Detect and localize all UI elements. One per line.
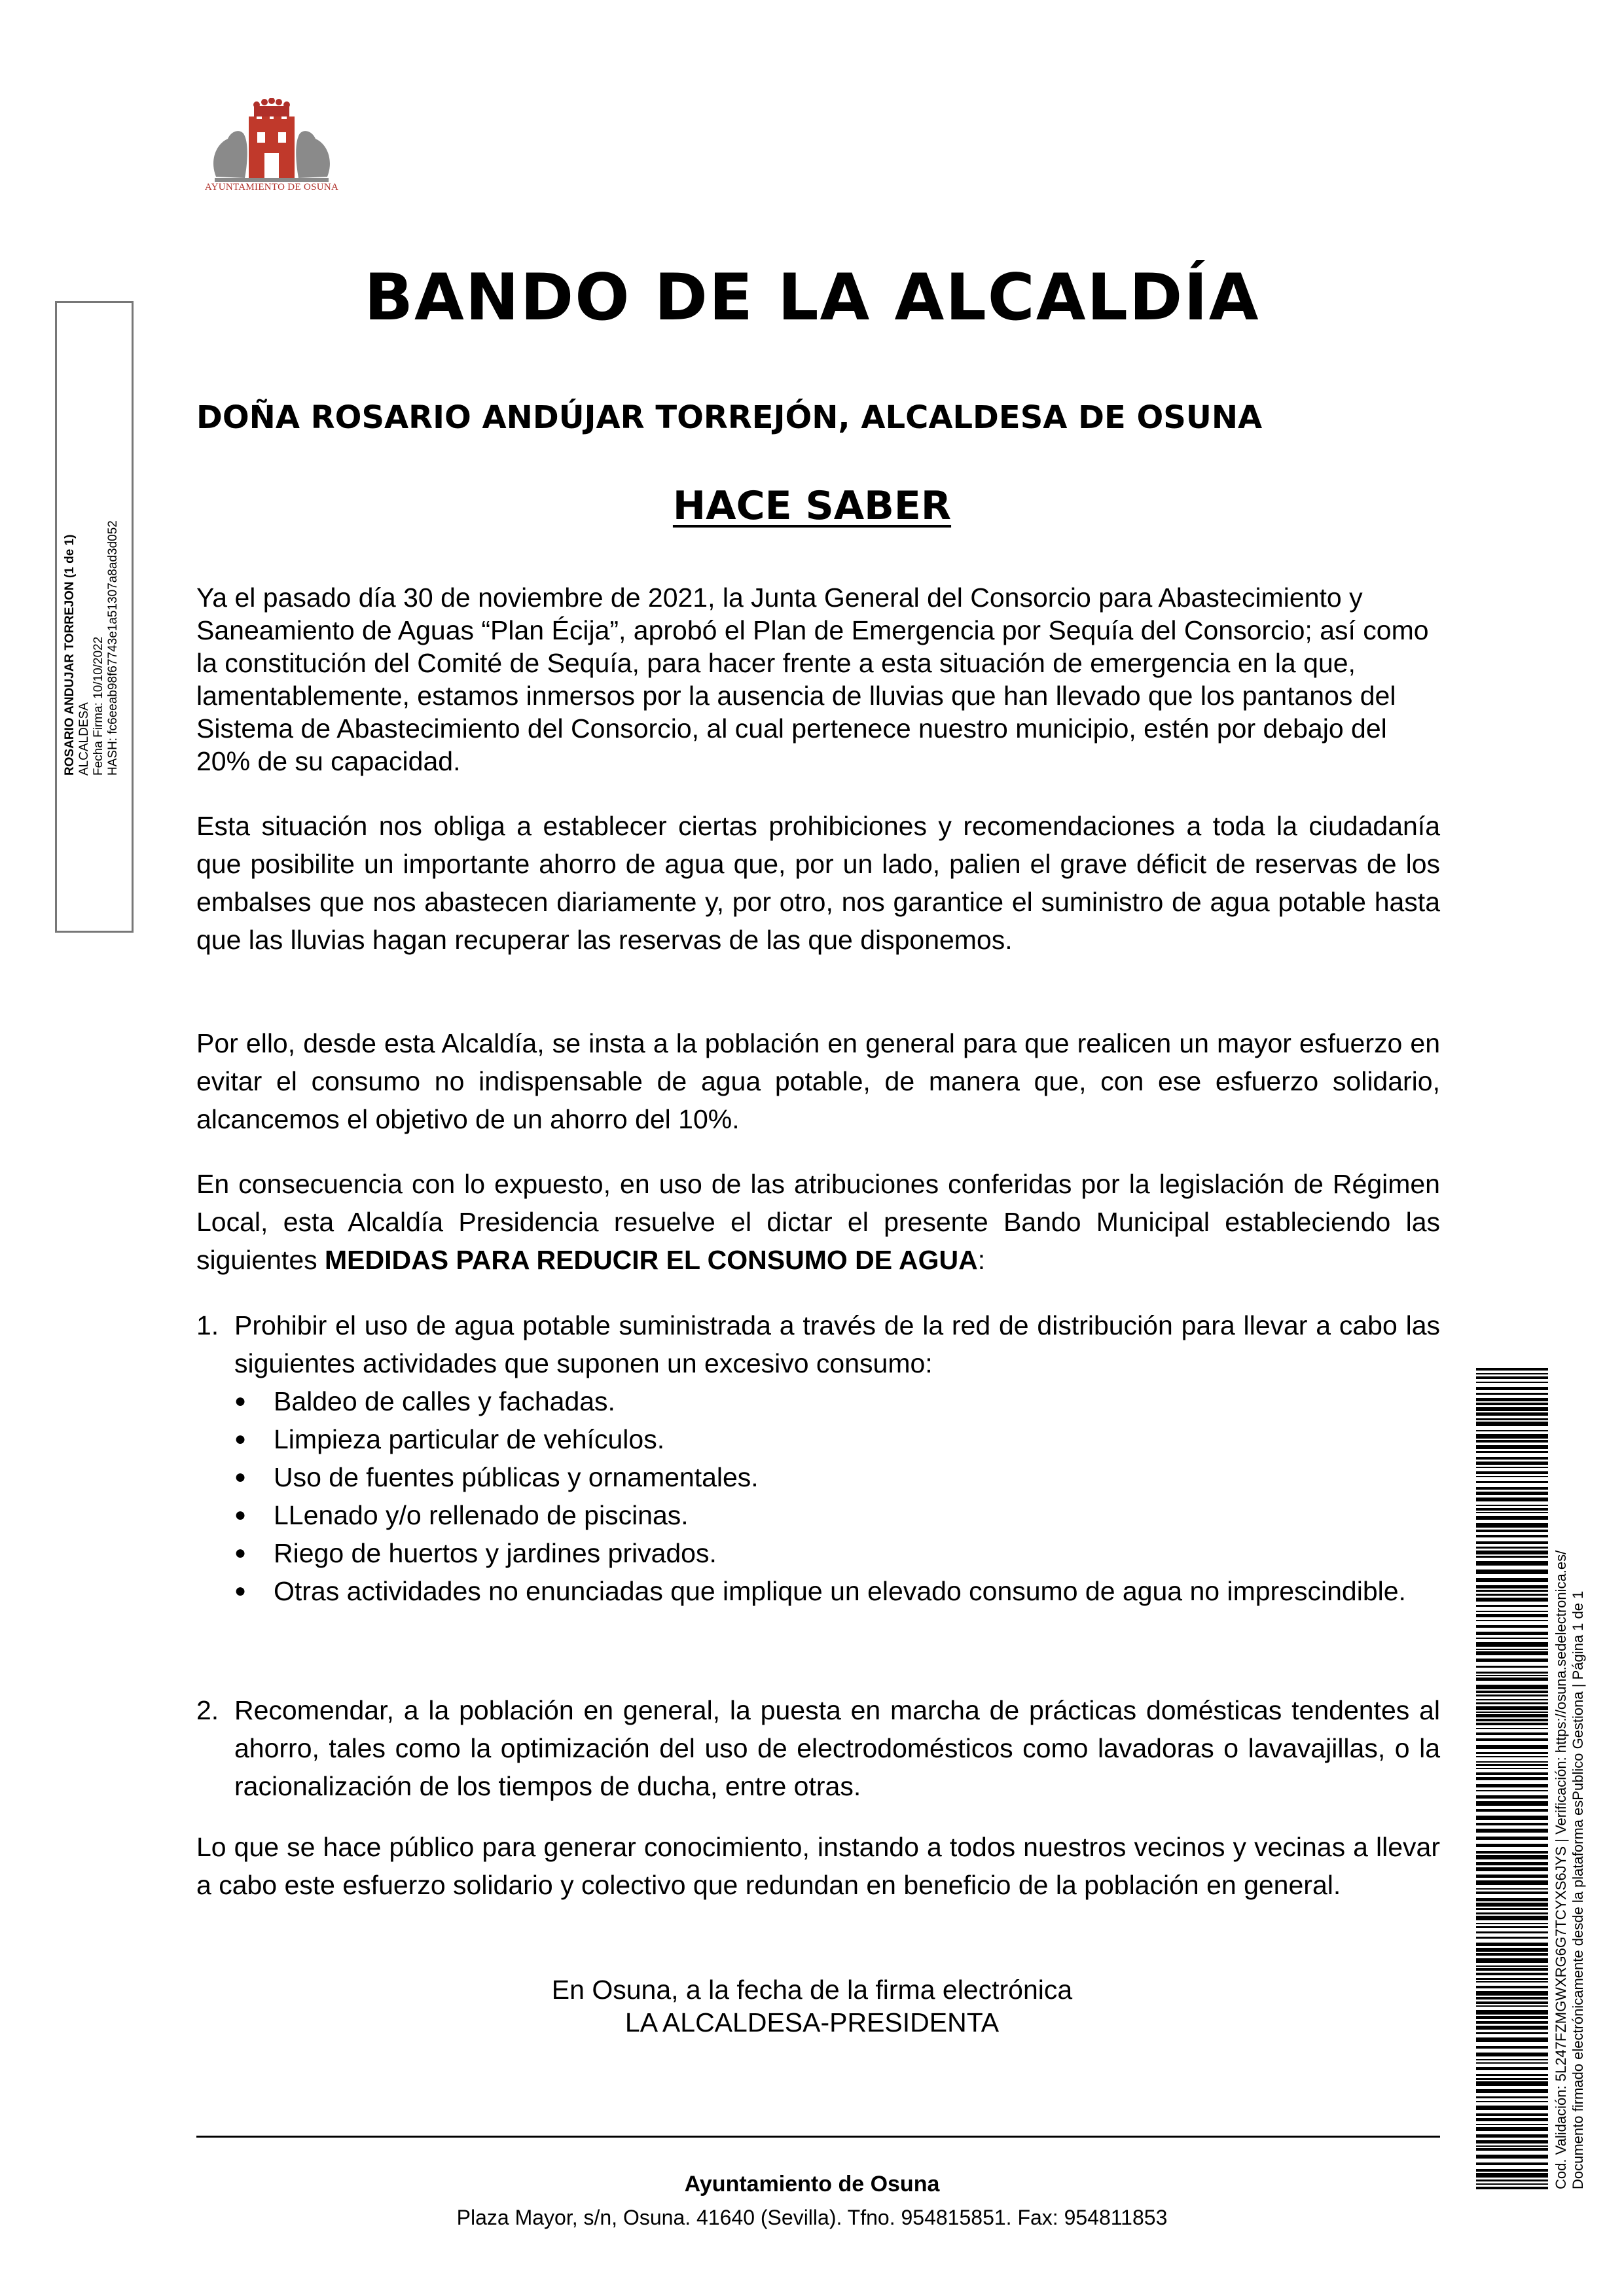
barcode-bar <box>1476 1948 1548 1952</box>
bullet-item: ● LLenado y/o rellenado de piscinas. <box>234 1496 1440 1534</box>
barcode-bar <box>1476 1916 1548 1920</box>
barcode-bar <box>1476 1666 1548 1668</box>
barcode-bar <box>1476 1874 1548 1878</box>
barcode-bar <box>1476 2089 1548 2093</box>
barcode-bar <box>1476 1373 1548 1374</box>
bullet-item: ● Uso de fuentes públicas y ornamentales. <box>234 1458 1440 1496</box>
document-title: BANDO DE LA ALCALDÍA <box>364 260 1260 335</box>
barcode-bar <box>1476 1958 1548 1963</box>
barcode-bar <box>1476 1699 1548 1700</box>
barcode-bar <box>1476 1764 1548 1766</box>
barcode-bar <box>1476 1498 1548 1501</box>
barcode-bar <box>1476 1829 1548 1833</box>
barcode-bar <box>1476 2173 1548 2178</box>
barcode-bar <box>1476 1784 1548 1787</box>
paragraph-2: Esta situación nos obliga a establecer ciertas prohibiciones y recomendaciones a toda la ciudadanía que posibilite un importante ahorro de agua que, por un lado, palien el grave déficit de reservas de los embalses que nos abastecen diariamente y, por otro, nos garantice el suministro de agua potable hasta que las lluvias hagan recuperar las reservas de las que disponemos. <box>196 811 1440 955</box>
barcode-bar <box>1476 1492 1548 1495</box>
barcode-bar <box>1476 1855 1548 1859</box>
barcode-bar <box>1476 1594 1548 1596</box>
barcode-bar <box>1476 1943 1548 1946</box>
barcode-bar <box>1476 1590 1548 1592</box>
left-bear-icon <box>213 131 247 178</box>
list-number: 1. <box>196 1310 219 1340</box>
barcode-bar <box>1476 2046 1548 2049</box>
hace-saber-text: HACE SABER <box>672 483 952 529</box>
barcode-bar <box>1476 1625 1548 1628</box>
barcode-bar <box>1476 1541 1548 1544</box>
castle-icon <box>249 117 295 179</box>
barcode-bar <box>1476 1632 1548 1635</box>
verification-code: Cod. Validación: 5L247FZMGWXRG6G7TCYXS6JYS | Verificación: https://osuna.sedelectronica.es/ <box>1553 1550 1569 2189</box>
barcode-bar <box>1476 2148 1548 2151</box>
paragraph-4 <box>196 1165 1440 1279</box>
barcode-bar <box>1476 1481 1548 1483</box>
barcode-bar <box>1476 1457 1548 1460</box>
barcode-bar <box>1476 1430 1548 1431</box>
verification-platform: Documento firmado electrónicamente desde la plataforma esPublico Gestiona | Página 1 de 1 <box>1570 1590 1586 2189</box>
barcode-bar <box>1476 1991 1548 1996</box>
final-paragraph: Lo que se hace público para generar conocimiento, instando a todos nuestros vecinos y vecinas a llevar a cabo este esfuerzo solidario y colectivo que redundan en beneficio de la población en general. <box>196 1832 1440 1900</box>
closing-signatory-title: LA ALCALDESA-PRESIDENTA <box>624 2007 1000 2037</box>
barcode-bar <box>1476 1620 1548 1621</box>
barcode-bar <box>1476 1816 1548 1820</box>
bullet-item: ● Riego de huertos y jardines privados. <box>234 1534 1440 1572</box>
barcode-bar <box>1476 2081 1548 2086</box>
barcode-bar <box>1476 1706 1548 1710</box>
barcode-bar <box>1476 1649 1548 1650</box>
paragraph-4-bold: MEDIDAS PARA REDUCIR EL CONSUMO DE AGUA <box>325 1245 978 1275</box>
barcode-bar <box>1476 1512 1548 1513</box>
paragraph-1: Ya el pasado día 30 de noviembre de 2021, la Junta General del Consorcio para Abastecimiento y Saneamiento de Aguas “Plan Écija”, aprobó el Plan de Emergencia por Sequía del Consorcio; así como la constitución del Comité de Sequía, para hacer frente a esta situación de emergencia en la que, lamentablemente, estamos inmersos por la ausencia de lluvias que han llevado que los pantanos del Sistema de Abastecimiento del Consorcio, al cual pertenece nuestro municipio, estén por debajo del 20% de su capacidad. <box>196 583 1429 776</box>
signer-name: ROSARIO ANDUJAR TORREJON (1 de 1) <box>63 534 77 776</box>
barcode-bar <box>1476 2145 1548 2147</box>
barcode-bar <box>1476 1471 1548 1474</box>
barcode-bar <box>1476 1986 1548 1988</box>
barcode-bar <box>1476 1412 1548 1416</box>
barcode-bar <box>1476 1851 1548 1854</box>
measures-list-item-1 <box>196 1306 1440 1610</box>
closing-place-date: En Osuna, a la fecha de la firma electrónica <box>551 1975 1073 2005</box>
barcode-bar <box>1476 1738 1548 1741</box>
barcode-bar <box>1476 2037 1548 2042</box>
bullet-item: ● Otras actividades no enunciadas que implique un elevado consumo de agua no imprescindible. <box>234 1572 1440 1610</box>
barcode-bar <box>1476 1997 1548 2000</box>
document-subtitle: DOÑA ROSARIO ANDÚJAR TORREJÓN, ALCALDESA DE OSUNA <box>196 399 1263 436</box>
barcode-bar <box>1476 1368 1548 1371</box>
barcode-bar <box>1476 2183 1548 2185</box>
barcode-bar <box>1476 1714 1548 1717</box>
barcode-bar <box>1476 1598 1548 1602</box>
barcode-bar <box>1476 2096 1548 2098</box>
prohibitions-bullet-list <box>234 1382 1440 1610</box>
barcode-bar <box>1476 1862 1548 1865</box>
logo-caption: AYUNTAMIENTO DE OSUNA <box>204 182 339 192</box>
barcode-bar <box>1476 1968 1548 1971</box>
signature-hash: HASH: fc6eeab98f67743e1a51307a8ad3d052 <box>106 520 120 776</box>
hace-saber-heading <box>0 483 1624 529</box>
barcode-bar <box>1476 1403 1548 1405</box>
barcode-bar <box>1476 1723 1548 1725</box>
list-number: 2. <box>196 1695 219 1725</box>
barcode-bar <box>1476 1487 1548 1490</box>
barcode-bar <box>1476 1677 1548 1681</box>
barcode-bar <box>1476 2155 1548 2159</box>
barcode-bar <box>1476 1790 1548 1791</box>
barcode-bar <box>1476 2010 1548 2015</box>
barcode-bar <box>1476 1434 1548 1439</box>
barcode-bar <box>1476 1451 1548 1453</box>
barcode-bar <box>1476 1675 1548 1676</box>
barcode-bar <box>1476 1585 1548 1588</box>
barcode-bar <box>1476 1605 1548 1607</box>
barcode-bar <box>1476 1761 1548 1763</box>
barcode-bar <box>1476 2162 1548 2165</box>
barcode-bar <box>1476 2101 1548 2102</box>
barcode-bar <box>1476 2140 1548 2144</box>
bullet-item: ● Baldeo de calles y fachadas. <box>234 1382 1440 1420</box>
barcode-bar <box>1476 1844 1548 1847</box>
barcode-bar <box>1476 1516 1548 1520</box>
barcode-bar <box>1476 2005 1548 2007</box>
barcode-bar <box>1476 1937 1548 1939</box>
barcode-bar <box>1476 1530 1548 1532</box>
barcode-bar <box>1476 1903 1548 1907</box>
barcode-bar <box>1476 1978 1548 1980</box>
barcode-bar <box>1476 1823 1548 1825</box>
barcode-bar <box>1476 1407 1548 1411</box>
barcode-bar <box>1476 2062 1548 2064</box>
barcode-bar <box>1476 1476 1548 1477</box>
barcode-bar <box>1476 1801 1548 1806</box>
barcode-bar <box>1476 1398 1548 1401</box>
barcode-bar <box>1476 1867 1548 1871</box>
barcode-bar <box>1476 1732 1548 1735</box>
barcode-bar <box>1476 2074 1548 2076</box>
barcode-bar <box>1476 2118 1548 2121</box>
list-item-text: Recomendar, a la población en general, la puesta en marcha de prácticas domésticas tendentes al ahorro, tales como la optimización del uso de electrodomésticos como lavadoras o lavavajillas, o la racionalización de los tiempos de ducha, entre otras. <box>234 1695 1440 1801</box>
barcode-bar <box>1476 1702 1548 1704</box>
barcode-bar <box>1476 1752 1548 1754</box>
signature-date: Fecha Firma: 10/10/2022 <box>92 636 105 776</box>
validation-barcode <box>1476 1368 1548 2189</box>
footer-divider <box>196 2136 1440 2138</box>
barcode-bar <box>1476 1570 1548 1574</box>
barcode-bar <box>1476 2001 1548 2004</box>
barcode-bar <box>1476 1892 1548 1894</box>
barcode-bar <box>1476 1795 1548 1799</box>
barcode-bar <box>1476 1712 1548 1713</box>
barcode-bar <box>1476 1777 1548 1780</box>
barcode-bar <box>1476 1931 1548 1933</box>
verification-text <box>1553 1551 1587 2189</box>
barcode-bar <box>1476 1908 1548 1910</box>
barcode-bar <box>1476 1926 1548 1928</box>
footer-address: Plaza Mayor, s/n, Osuna. 41640 (Sevilla). Tfno. 954815851. Fax: 954811853 <box>456 2206 1168 2229</box>
crown-icon <box>253 98 290 117</box>
barcode-bar <box>1476 1728 1548 1729</box>
barcode-bar <box>1476 1638 1548 1639</box>
barcode-bar <box>1476 2016 1548 2019</box>
barcode-bar <box>1476 1556 1548 1558</box>
barcode-bar <box>1476 2179 1548 2181</box>
barcode-bar <box>1476 1772 1548 1775</box>
barcode-bar <box>1476 1393 1548 1395</box>
barcode-bar <box>1476 1376 1548 1379</box>
barcode-bar <box>1476 1837 1548 1840</box>
list-item-text: Prohibir el uso de agua potable suministrada a través de la red de distribución para llevar a cabo las siguientes actividades que suponen un excesivo consumo: <box>234 1310 1440 1378</box>
barcode-bar <box>1476 1561 1548 1566</box>
barcode-bar <box>1476 1387 1548 1390</box>
barcode-bar <box>1476 1888 1548 1890</box>
closing-block <box>0 1973 1624 2039</box>
barcode-bar <box>1476 1912 1548 1914</box>
barcode-bar <box>1476 2067 1548 2070</box>
barcode-bar <box>1476 1611 1548 1612</box>
barcode-bar <box>1476 2053 1548 2056</box>
barcode-bar <box>1476 2113 1548 2116</box>
barcode-bar <box>1476 1756 1548 1757</box>
paragraph-4-start: En consecuencia con lo expuesto, en uso de las atribuciones conferidas por la legislación de Régimen Local, esta Alcaldía Presidencia resuelve el dictar el presente Bando Municipal estableciendo las siguientes <box>196 1169 1440 1275</box>
barcode-bar <box>1476 2021 1548 2024</box>
barcode-bar <box>1476 1981 1548 1982</box>
barcode-bar <box>1476 1462 1548 1465</box>
barcode-bar <box>1476 1880 1548 1885</box>
paragraph-4-end: : <box>977 1245 986 1275</box>
signer-role: ALCALDESA <box>77 702 91 776</box>
barcode-bar <box>1476 2134 1548 2138</box>
barcode-bar <box>1476 1445 1548 1449</box>
barcode-bar <box>1476 1685 1548 1689</box>
paragraph-3: Por ello, desde esta Alcaldía, se insta a la población en general para que realicen un mayor esfuerzo en evitar el consumo no indispensable de agua potable, de manera que, con ese esfuerzo solidario, alcancemos el objetivo de un ahorro del 10%. <box>196 1028 1440 1134</box>
barcode-bar <box>1476 1953 1548 1956</box>
barcode-bar <box>1476 1672 1548 1674</box>
barcode-bar <box>1476 1418 1548 1420</box>
barcode-bar <box>1476 1382 1548 1383</box>
barcode-bar <box>1476 1965 1548 1967</box>
barcode-bar <box>1476 1440 1548 1443</box>
barcode-bar <box>1476 2026 1548 2030</box>
barcode-bar <box>1476 2078 1548 2080</box>
barcode-bar <box>1476 1642 1548 1647</box>
barcode-bar <box>1476 1898 1548 1901</box>
barcode-bar <box>1476 1551 1548 1554</box>
barcode-bar <box>1476 1578 1548 1582</box>
measures-list-item-2 <box>196 1691 1440 1805</box>
barcode-bar <box>1476 1973 1548 1975</box>
barcode-bar <box>1476 1467 1548 1468</box>
barcode-bar <box>1476 2059 1548 2060</box>
barcode-bar <box>1476 1523 1548 1528</box>
barcode-bar <box>1476 1422 1548 1426</box>
barcode-bar <box>1476 2169 1548 2172</box>
barcode-bar <box>1476 1719 1548 1721</box>
barcode-bar <box>1476 1695 1548 1696</box>
barcode-bar <box>1476 1547 1548 1549</box>
barcode-bar <box>1476 1651 1548 1655</box>
bullet-item: ● Limpieza particular de vehículos. <box>234 1420 1440 1458</box>
barcode-bar <box>1476 1691 1548 1693</box>
barcode-bar <box>1476 2124 1548 2125</box>
right-bear-icon <box>296 131 330 178</box>
barcode-bar <box>1476 1535 1548 1537</box>
barcode-bar <box>1476 2127 1548 2131</box>
barcode-bar <box>1476 2032 1548 2034</box>
barcode-bar <box>1476 1768 1548 1769</box>
barcode-bar <box>1476 2187 1548 2189</box>
footer-organization: Ayuntamiento de Osuna <box>684 2172 940 2197</box>
barcode-bar <box>1476 1659 1548 1662</box>
barcode-bar <box>1476 1614 1548 1617</box>
barcode-bar <box>1476 1923 1548 1924</box>
barcode-bar <box>1476 2106 1548 2110</box>
barcode-bar <box>1476 1505 1548 1506</box>
barcode-bar <box>1476 1809 1548 1812</box>
barcode-bar <box>1476 1508 1548 1511</box>
barcode-bar <box>1476 1745 1548 1749</box>
